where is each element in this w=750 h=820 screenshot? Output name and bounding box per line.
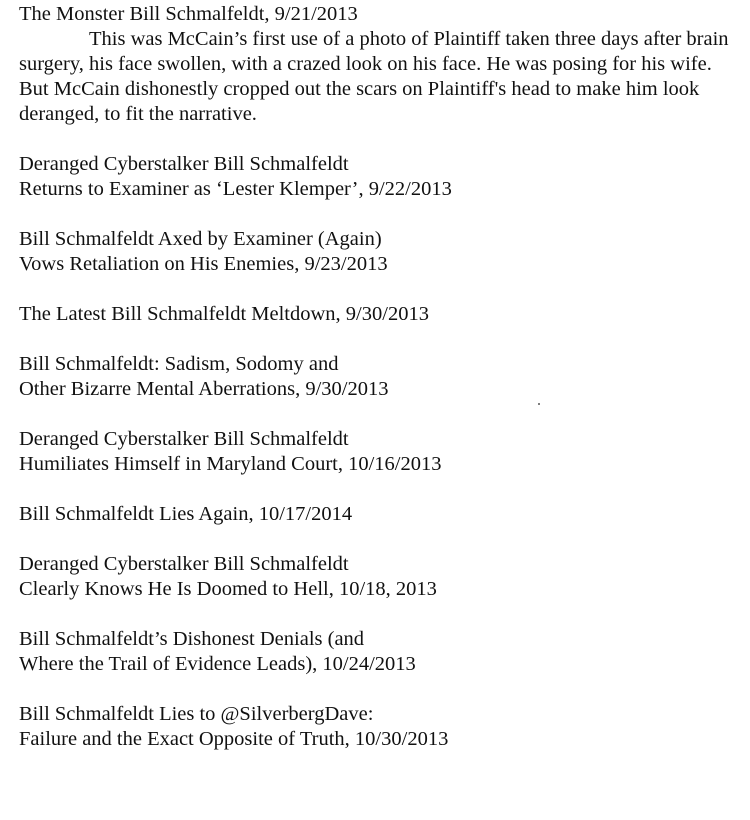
entry-line: Deranged Cyberstalker Bill Schmalfeldt bbox=[19, 153, 349, 175]
entry-line: The Latest Bill Schmalfeldt Meltdown, 9/30/2013 bbox=[19, 303, 429, 325]
entry-line: Bill Schmalfeldt Lies to @SilverbergDave: bbox=[19, 703, 374, 725]
entry-description: This was McCain’s first use of a photo of Plaintiff taken three days after brain surgery, his face swollen, with a crazed look on his face. He was posing for his wife. But McCain dishonestly cropped out the scars on Plaintiff's head to make him look deranged, to fit the narrative. bbox=[19, 28, 729, 125]
entry-latest-meltdown bbox=[19, 302, 744, 327]
entry-line: Bill Schmalfeldt Axed by Examiner (Again) bbox=[19, 228, 382, 250]
entry-line: Clearly Knows He Is Doomed to Hell, 10/18, 2013 bbox=[19, 578, 437, 600]
entry-monster bbox=[19, 2, 744, 127]
entry-lies-again bbox=[19, 502, 744, 527]
entry-sadism-sodomy bbox=[19, 352, 744, 402]
entry-line: Bill Schmalfeldt’s Dishonest Denials (and bbox=[19, 628, 365, 650]
entry-dishonest-denials bbox=[19, 627, 744, 677]
entry-line: Vows Retaliation on His Enemies, 9/23/2013 bbox=[19, 253, 388, 275]
entry-line: Deranged Cyberstalker Bill Schmalfeldt bbox=[19, 428, 349, 450]
entry-line: Humiliates Himself in Maryland Court, 10/16/2013 bbox=[19, 453, 442, 475]
entry-maryland-court bbox=[19, 427, 744, 477]
entry-line: Where the Trail of Evidence Leads), 10/24/2013 bbox=[19, 653, 416, 675]
entry-lester-klemper bbox=[19, 152, 744, 202]
entry-line: Returns to Examiner as ‘Lester Klemper’, 9/22/2013 bbox=[19, 178, 452, 200]
entry-line: Bill Schmalfeldt Lies Again, 10/17/2014 bbox=[19, 503, 353, 525]
scan-speck bbox=[538, 403, 540, 405]
entry-doomed-to-hell bbox=[19, 552, 744, 602]
entry-line: Failure and the Exact Opposite of Truth, 10/30/2013 bbox=[19, 728, 449, 750]
entry-line: Bill Schmalfeldt: Sadism, Sodomy and bbox=[19, 353, 339, 375]
entry-silverbergdave bbox=[19, 702, 744, 752]
entry-title: The Monster Bill Schmalfeldt, 9/21/2013 bbox=[19, 3, 358, 25]
document-page bbox=[19, 0, 744, 752]
entry-line: Other Bizarre Mental Aberrations, 9/30/2013 bbox=[19, 378, 389, 400]
entry-line: Deranged Cyberstalker Bill Schmalfeldt bbox=[19, 553, 349, 575]
entry-axed-by-examiner bbox=[19, 227, 744, 277]
